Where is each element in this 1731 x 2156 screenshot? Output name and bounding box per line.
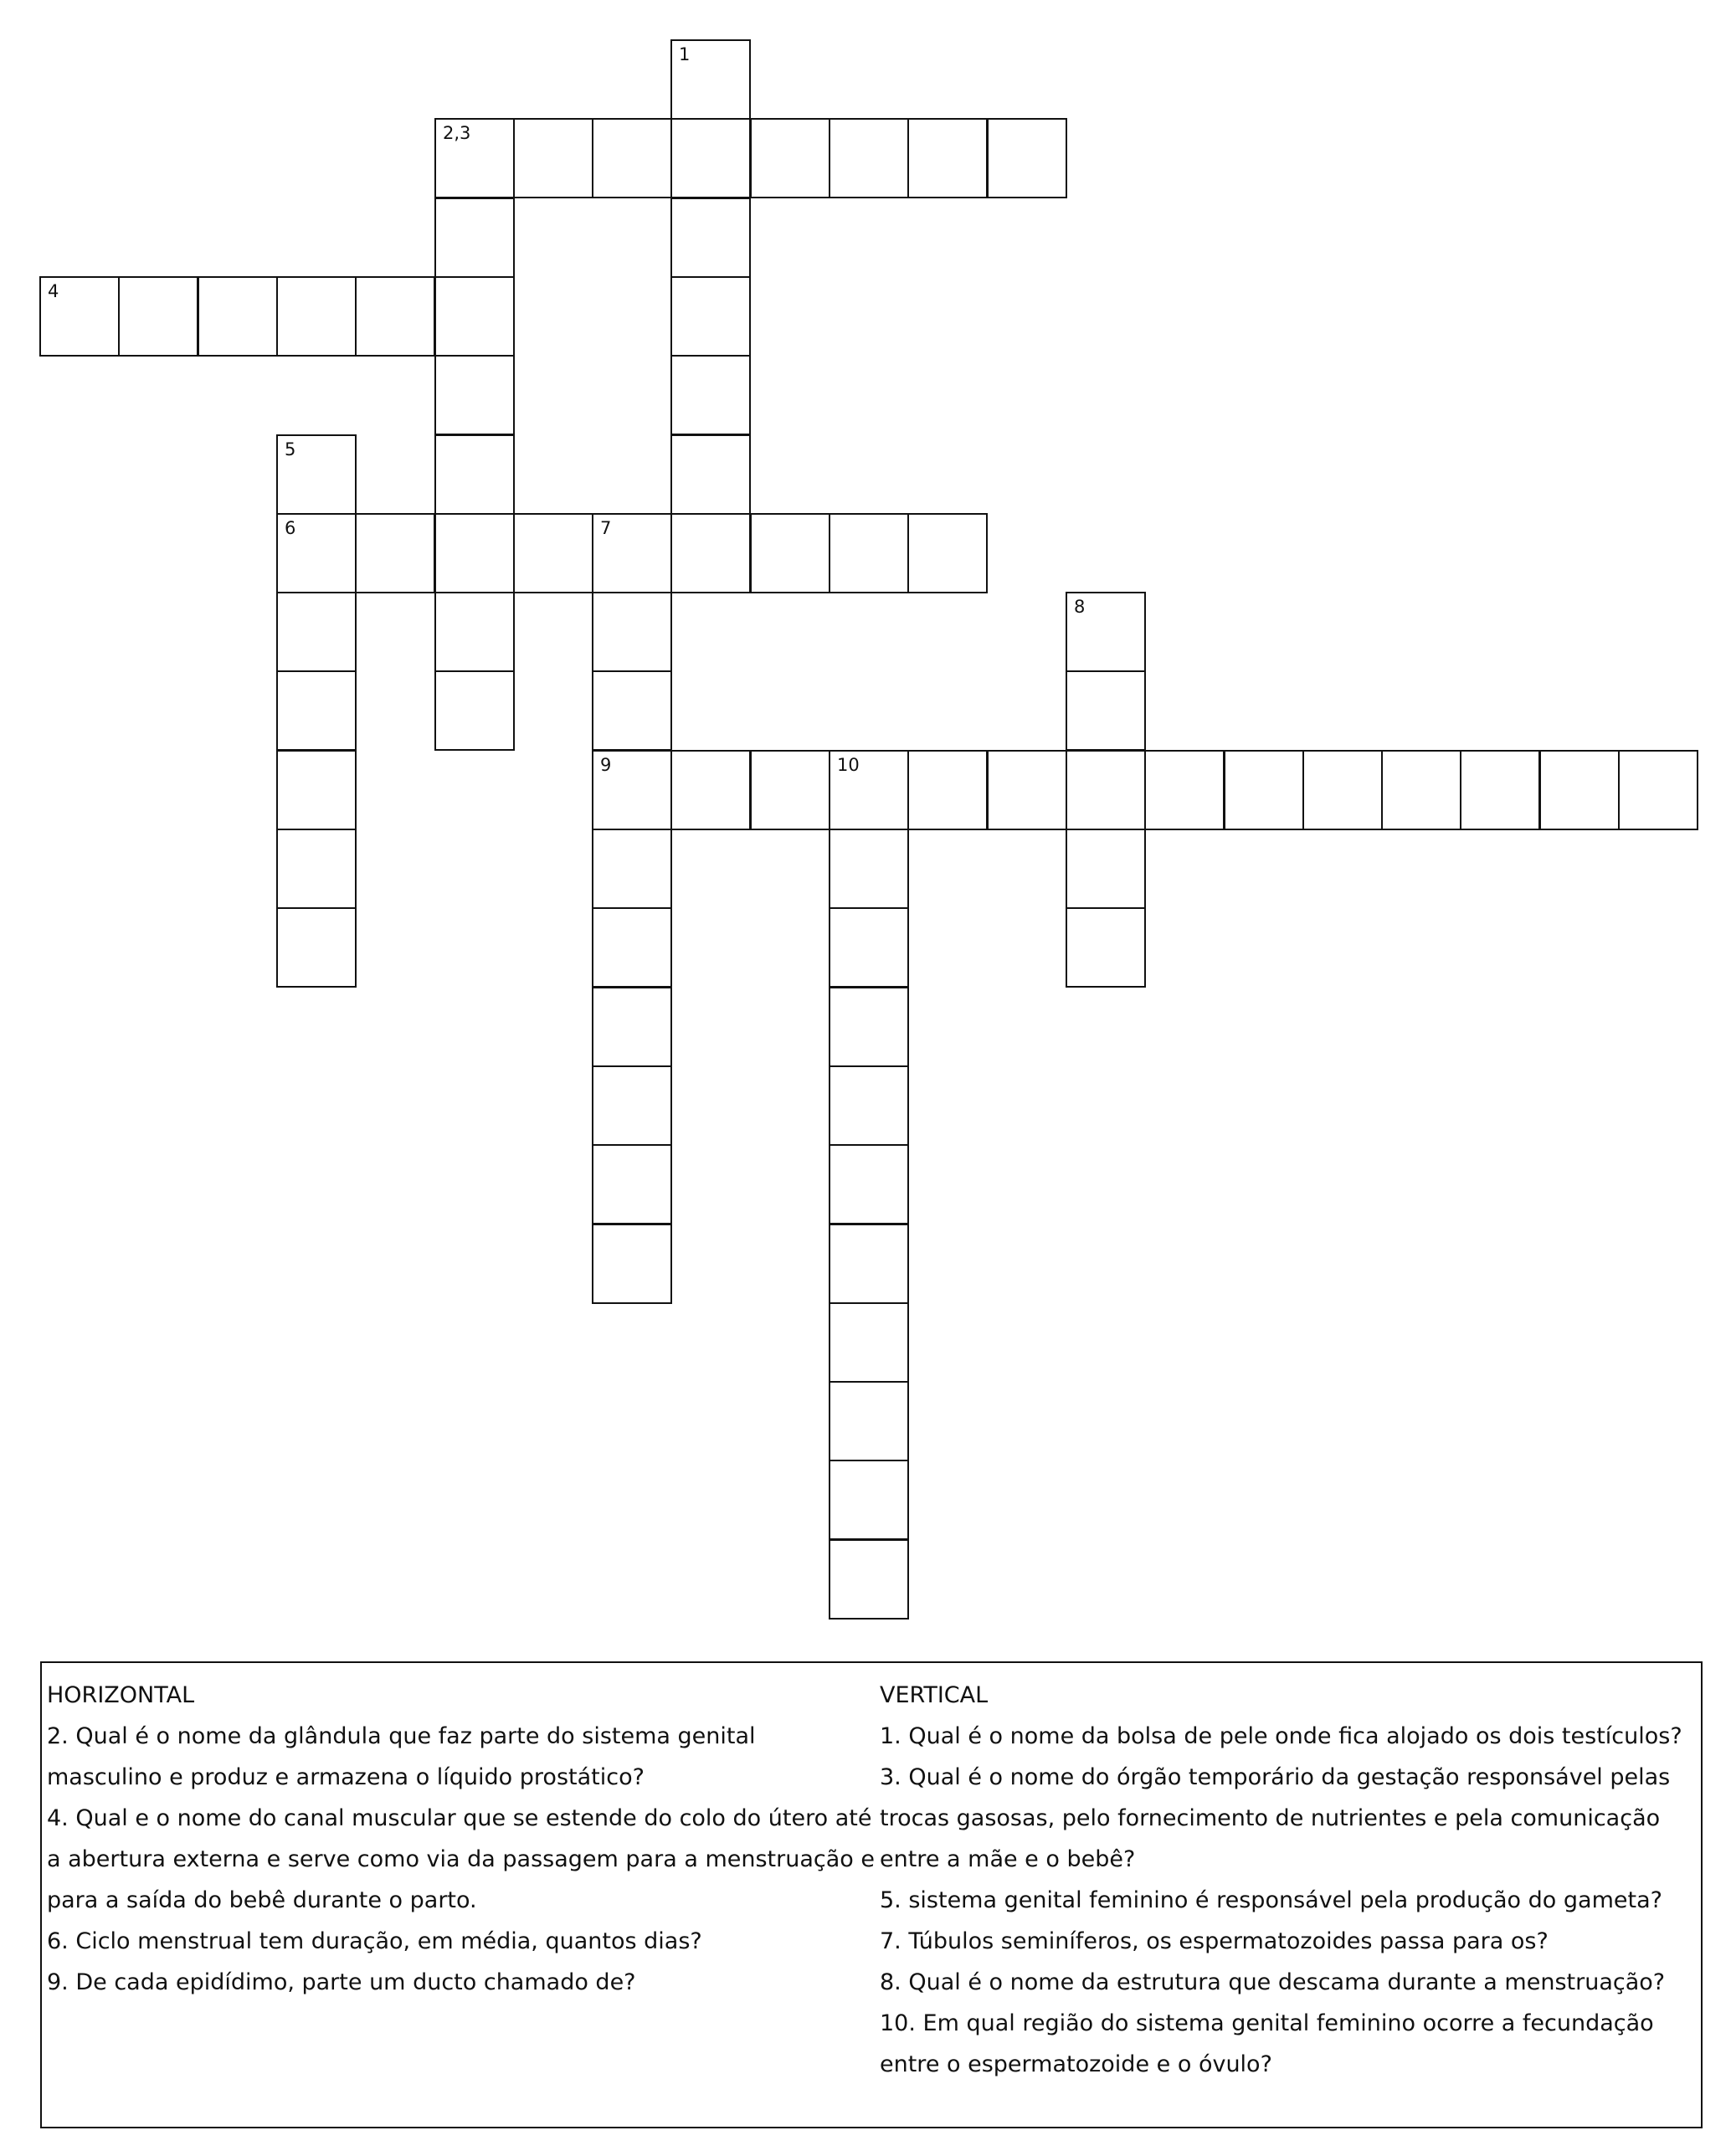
crossword-cell[interactable] (1066, 670, 1146, 751)
crossword-cell[interactable] (1381, 750, 1461, 830)
crossword-cell[interactable] (118, 276, 198, 357)
crossword-cell[interactable] (434, 513, 515, 593)
crossword-cell[interactable] (829, 1144, 909, 1224)
crossword-cell[interactable] (434, 118, 515, 198)
crossword-cell[interactable] (1066, 907, 1146, 988)
crossword-cell[interactable] (434, 276, 515, 357)
crossword-cell[interactable] (829, 829, 909, 909)
crossword-cell[interactable] (434, 670, 515, 751)
horizontal-clues (47, 1675, 876, 2003)
clue-number: 5 (285, 439, 296, 459)
clue-horizontal-4: 4. Qual e o nome do canal muscular que se estende do colo do útero até a abertura externa e serve como via da passagem para a menstruação e para a saída do bebê durante o parto. (47, 1805, 875, 1913)
clue-number: 10 (837, 755, 860, 775)
crossword-cell[interactable] (355, 276, 435, 357)
crossword-cell[interactable] (987, 118, 1067, 198)
crossword-cell[interactable] (829, 1224, 909, 1304)
crossword-cell[interactable] (276, 829, 357, 909)
clues-box (40, 1661, 1703, 2128)
crossword-cell[interactable] (276, 513, 357, 593)
crossword-cell[interactable] (592, 750, 672, 830)
clue-number: 1 (679, 44, 691, 64)
clue-number: 2,3 (443, 123, 471, 143)
crossword-cell[interactable] (276, 907, 357, 988)
clue-vertical-3: 3. Qual é o nome do órgão temporário da gestação responsável pelas trocas gasosas, pelo fornecimento de nutrientes e pela comunicação entre a mãe e o bebê? (880, 1764, 1671, 1872)
clue-horizontal-6: 6. Ciclo menstrual tem duração, em média, quantos dias? (47, 1928, 702, 1954)
crossword-cell[interactable] (592, 829, 672, 909)
crossword-cell[interactable] (1066, 592, 1146, 672)
crossword-cell[interactable] (1618, 750, 1698, 830)
crossword-cell[interactable] (829, 1539, 909, 1620)
crossword-cell[interactable] (592, 118, 672, 198)
crossword-cell[interactable] (1066, 750, 1146, 830)
crossword-cell[interactable] (592, 513, 672, 593)
horizontal-title: HORIZONTAL (47, 1682, 195, 1708)
crossword-cell[interactable] (434, 434, 515, 515)
crossword-cell[interactable] (829, 1065, 909, 1146)
clue-number: 7 (600, 518, 612, 538)
crossword-cell[interactable] (670, 513, 751, 593)
clue-number: 4 (48, 281, 59, 301)
clue-number: 9 (600, 755, 612, 775)
crossword-cell[interactable] (670, 750, 751, 830)
crossword-cell[interactable] (276, 276, 357, 357)
crossword-cell[interactable] (276, 434, 357, 515)
clue-vertical-10: 10. Em qual região do sistema genital feminino ocorre a fecundação entre o espermatozoide e o óvulo? (880, 2010, 1654, 2077)
crossword-cell[interactable] (829, 118, 909, 198)
clue-vertical-5: 5. sistema genital feminino é responsável pela produção do gameta? (880, 1887, 1662, 1913)
clue-horizontal-9: 9. De cada epidídimo, parte um ducto chamado de? (47, 1969, 636, 1995)
crossword-cell[interactable] (592, 1224, 672, 1304)
crossword-cell[interactable] (829, 1381, 909, 1461)
crossword-cell[interactable] (276, 750, 357, 830)
clue-vertical-1: 1. Qual é o nome da bolsa de pele onde fica alojado os dois testículos? (880, 1723, 1682, 1749)
crossword-cell[interactable] (829, 750, 909, 830)
crossword-cell[interactable] (1460, 750, 1540, 830)
crossword-cell[interactable] (670, 198, 751, 278)
crossword-cell[interactable] (592, 1065, 672, 1146)
crossword-cell[interactable] (829, 907, 909, 988)
crossword-cell[interactable] (1144, 750, 1225, 830)
crossword-cell[interactable] (1066, 829, 1146, 909)
crossword-cell[interactable] (1302, 750, 1383, 830)
vertical-title: VERTICAL (880, 1682, 989, 1708)
clue-vertical-7: 7. Túbulos seminíferos, os espermatozoides passa para os? (880, 1928, 1549, 1954)
crossword-cell[interactable] (829, 1460, 909, 1540)
crossword-cell[interactable] (592, 592, 672, 672)
crossword-cell[interactable] (1224, 750, 1304, 830)
crossword-cell[interactable] (592, 907, 672, 988)
crossword-cell[interactable] (276, 592, 357, 672)
crossword-cell[interactable] (750, 513, 830, 593)
crossword-cell[interactable] (750, 118, 830, 198)
crossword-cell[interactable] (198, 276, 278, 357)
crossword-cell[interactable] (434, 355, 515, 435)
crossword-cell[interactable] (355, 513, 435, 593)
crossword-cell[interactable] (592, 987, 672, 1067)
crossword-cell[interactable] (907, 513, 988, 593)
crossword-cell[interactable] (39, 276, 120, 357)
crossword-cell[interactable] (1539, 750, 1620, 830)
crossword-cell[interactable] (829, 513, 909, 593)
crossword-cell[interactable] (434, 198, 515, 278)
clue-vertical-8: 8. Qual é o nome da estrutura que descama durante a menstruação? (880, 1969, 1666, 1995)
crossword-cell[interactable] (987, 750, 1067, 830)
crossword-cell[interactable] (513, 513, 593, 593)
crossword-cell[interactable] (670, 355, 751, 435)
crossword-cell[interactable] (434, 592, 515, 672)
crossword-cell[interactable] (670, 276, 751, 357)
crossword-cell[interactable] (670, 39, 751, 120)
clue-horizontal-2: 2. Qual é o nome da glândula que faz parte do sistema genital masculino e produz e armazena o líquido prostático? (47, 1723, 756, 1790)
crossword-cell[interactable] (907, 118, 988, 198)
vertical-clues (880, 1675, 1696, 2085)
crossword-cell[interactable] (276, 670, 357, 751)
crossword-cell[interactable] (592, 670, 672, 751)
crossword-cell[interactable] (670, 118, 751, 198)
clue-number: 6 (285, 518, 296, 538)
crossword-cell[interactable] (829, 1302, 909, 1383)
crossword-cell[interactable] (907, 750, 988, 830)
crossword-cell[interactable] (750, 750, 830, 830)
crossword-cell[interactable] (829, 987, 909, 1067)
crossword-cell[interactable] (670, 434, 751, 515)
crossword-cell[interactable] (592, 1144, 672, 1224)
clue-number: 8 (1074, 597, 1086, 617)
crossword-cell[interactable] (513, 118, 593, 198)
